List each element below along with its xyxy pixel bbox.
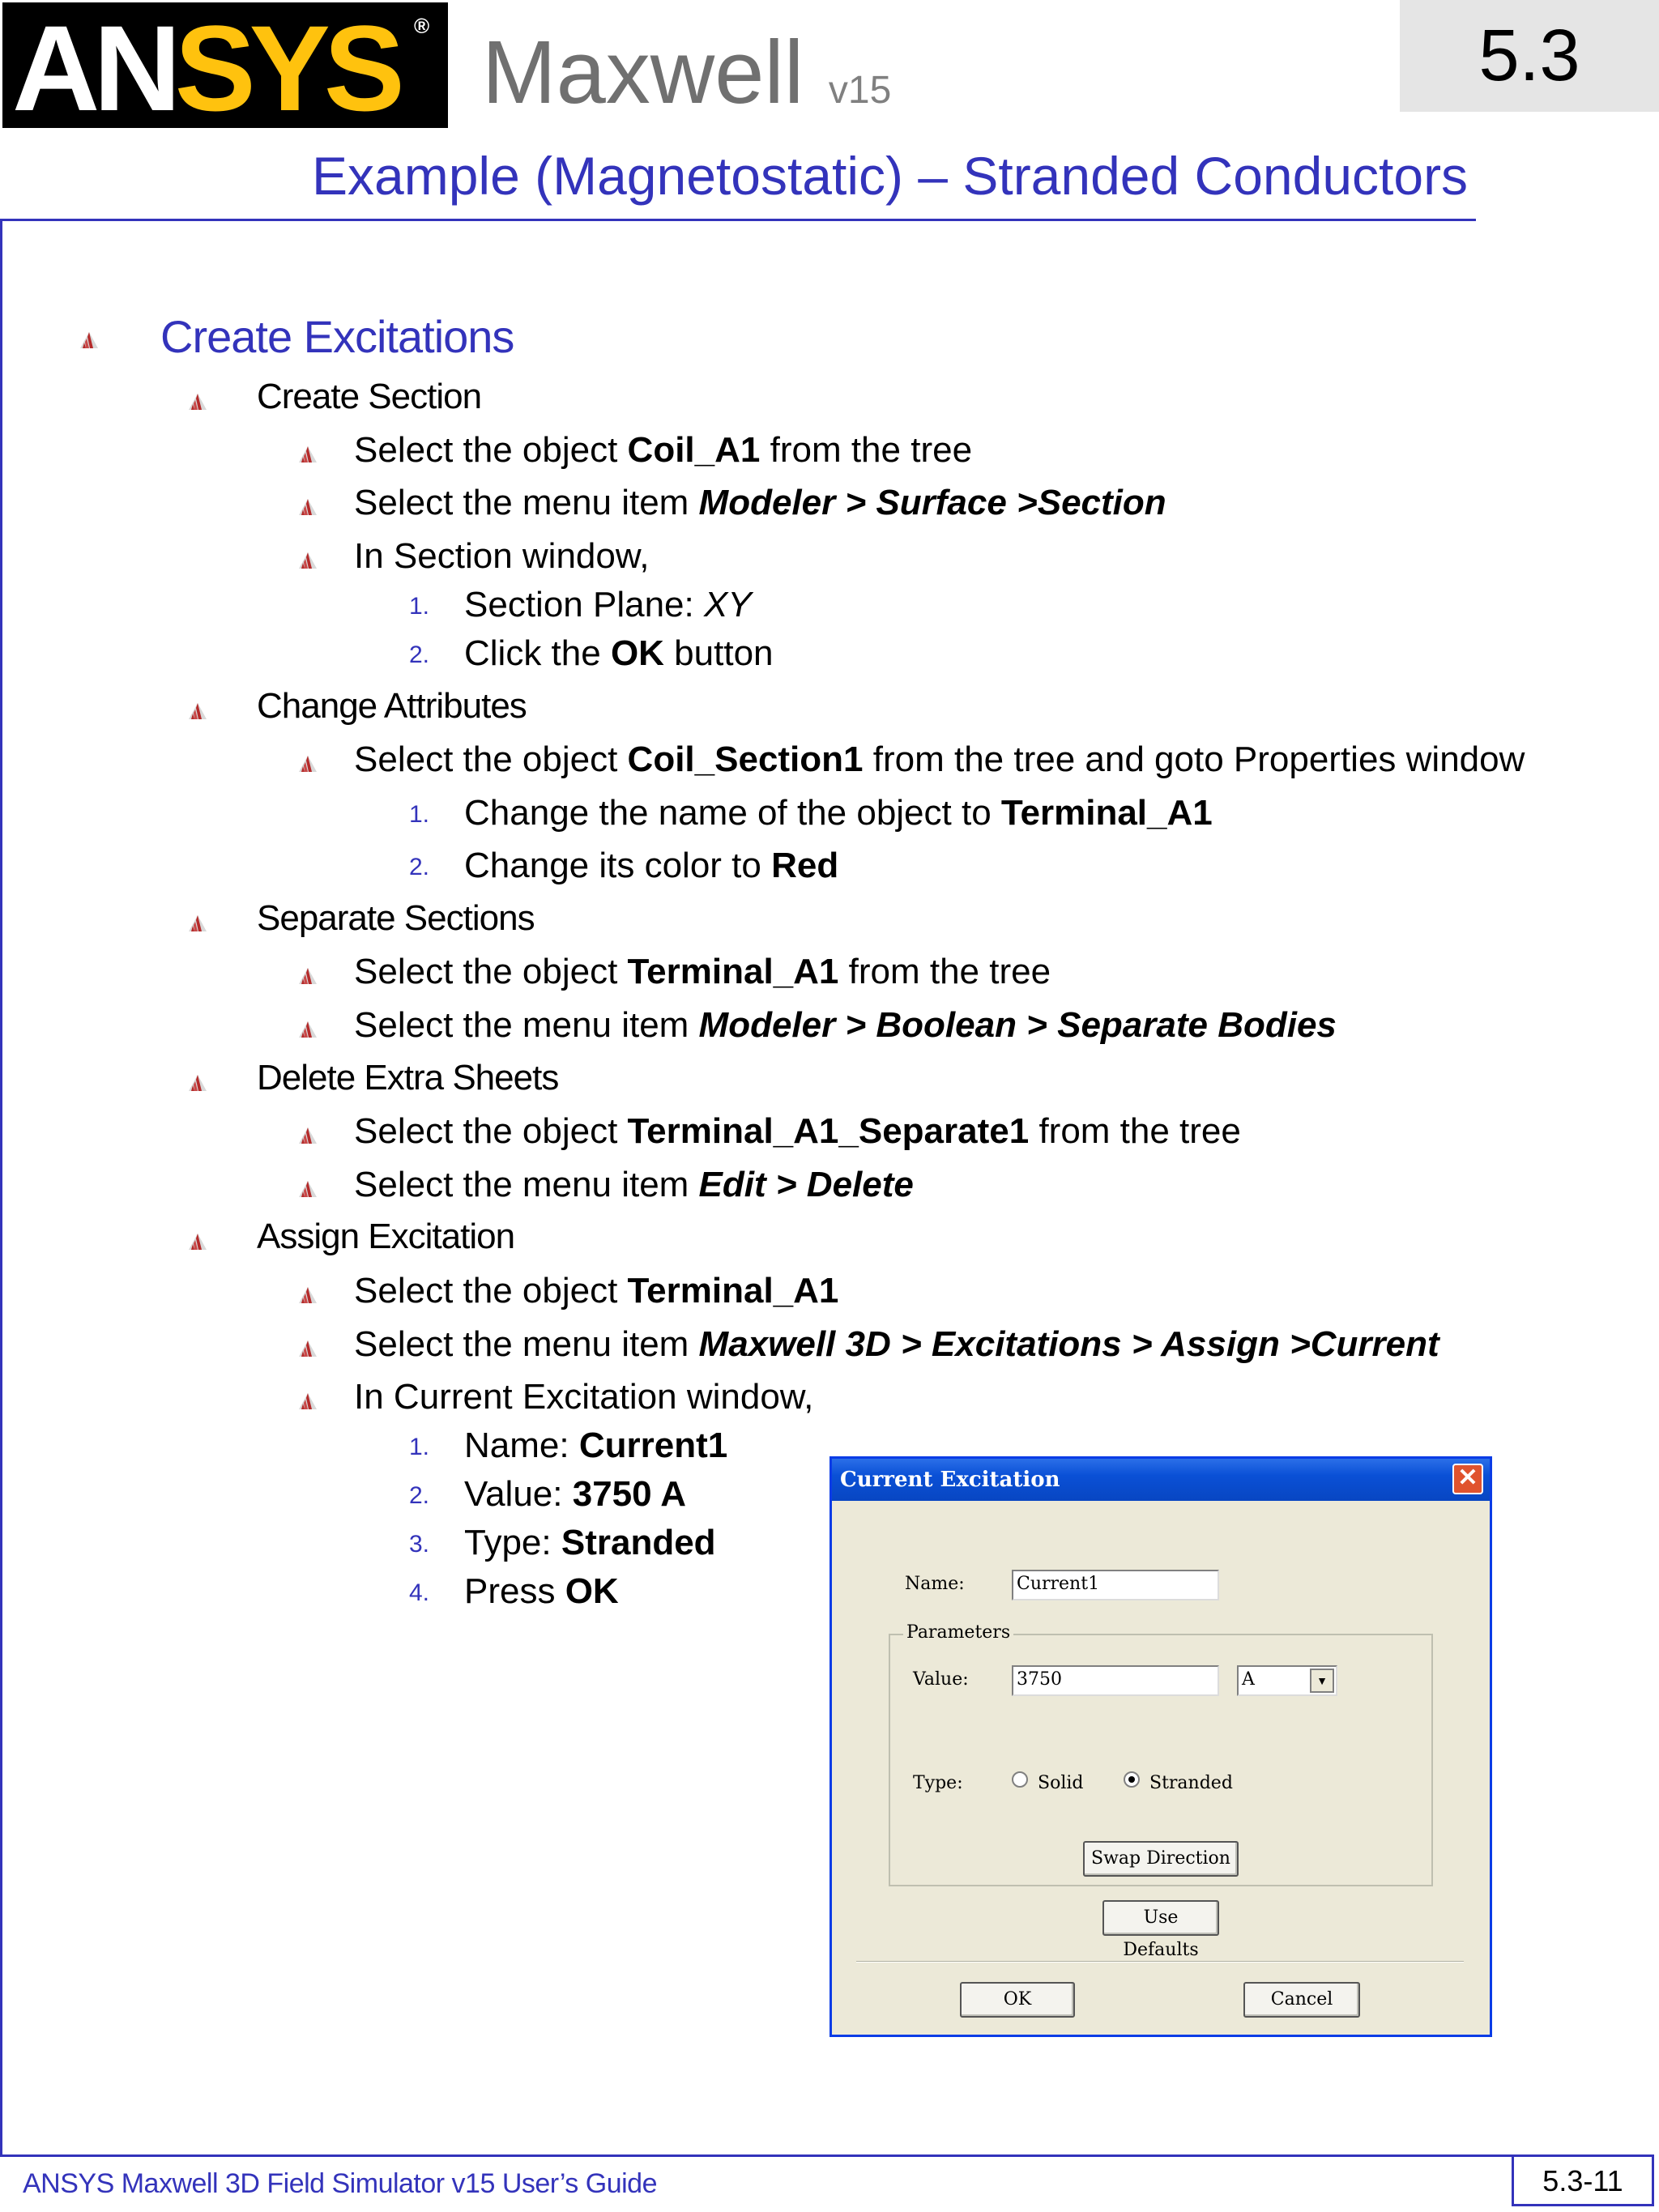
step-number: 1. [409,1434,430,1460]
section-number-box [1400,0,1659,112]
product-title: Maxwell [482,23,804,122]
list-item: Select the object Coil_Section1 from the tree and goto Properties window [354,739,1525,779]
list-item: Type: Stranded [464,1523,716,1562]
current-excitation-dialog [830,1456,1492,2037]
close-icon[interactable]: ✕ [1452,1464,1483,1494]
subheading-change-attributes: Change Attributes [257,686,527,726]
cancel-button[interactable]: Cancel [1243,1982,1360,2018]
value-label: Value: [913,1669,969,1690]
list-item: Click the OK button [464,633,774,673]
bullet-icon [298,754,318,774]
list-item: Value: 3750 A [464,1474,686,1514]
bullet-icon [79,330,99,350]
subheading-delete-extra-sheets: Delete Extra Sheets [257,1058,559,1097]
list-item: In Section window, [354,536,650,576]
bullet-icon [298,1126,318,1145]
list-item: Change the name of the object to Terminal_A1 [464,793,1213,833]
step-number: 2. [409,1482,430,1509]
bullet-icon [298,445,318,464]
parameters-label: Parameters [903,1621,1013,1645]
list-item: Select the menu item Modeler > Surface >Section [354,483,1166,522]
dialog-title: Current Excitation [840,1468,1060,1492]
section-number: 5.3 [1478,15,1580,96]
page-number-box [1512,2154,1654,2206]
use-defaults-button[interactable]: Use Defaults [1102,1900,1219,1936]
bullet-icon [298,1339,318,1358]
unit-select-value: A [1242,1669,1255,1690]
heading-create-excitations: Create Excitations [160,311,514,362]
bullet-icon [188,1073,207,1093]
list-item: Select the menu item Maxwell 3D > Excitations > Assign >Current [354,1324,1439,1364]
list-item: Select the menu item Modeler > Boolean > Separate Bodies [354,1005,1337,1045]
dialog-separator [856,1961,1464,1963]
value-input[interactable]: 3750 [1012,1665,1219,1696]
list-item: Select the object Coil_A1 from the tree [354,430,973,470]
bullet-icon [298,1392,318,1411]
list-item: Select the object Terminal_A1 from the tree [354,952,1051,991]
title-divider [0,219,1476,221]
bullet-icon [298,497,318,517]
registered-mark: ® [414,14,430,38]
list-item: Select the menu item Edit > Delete [354,1165,914,1204]
list-item: Select the object Terminal_A1_Separate1 from the tree [354,1111,1241,1151]
step-number: 3. [409,1531,430,1558]
list-item: Name: Current1 [464,1426,728,1465]
list-item: In Current Excitation window, [354,1377,814,1417]
solid-radio-label: Solid [1038,1773,1084,1793]
bullet-icon [188,701,207,721]
list-item: Select the object Terminal_A1 [354,1271,839,1311]
name-input[interactable]: Current1 [1012,1570,1219,1600]
bullet-icon [188,1232,207,1251]
solid-radio[interactable] [1012,1771,1028,1788]
step-number: 1. [409,801,430,828]
bullet-icon [298,1285,318,1305]
list-item: Press OK [464,1571,619,1611]
bullet-icon [298,1020,318,1039]
type-label: Type: [913,1773,963,1793]
dialog-titlebar [832,1459,1490,1501]
bullet-icon [298,1179,318,1199]
chevron-down-icon[interactable]: ▼ [1310,1669,1334,1693]
subheading-separate-sections: Separate Sections [257,898,535,938]
bullet-icon [298,551,318,570]
step-number: 2. [409,854,430,880]
list-item: Change its color to Red [464,846,839,885]
logo-sys-text: SYS [174,2,399,128]
subheading-assign-excitation: Assign Excitation [257,1217,515,1256]
step-number: 4. [409,1579,430,1606]
footer-divider [0,2154,1512,2157]
left-border [0,219,2,2154]
bullet-icon [188,392,207,411]
step-number: 2. [409,641,430,668]
name-label: Name: [905,1574,965,1594]
logo-an-text: AN [12,2,175,128]
step-number: 1. [409,593,430,620]
stranded-radio-label: Stranded [1149,1773,1233,1793]
ok-button[interactable]: OK [960,1982,1075,2018]
product-version: v15 [828,69,892,112]
list-item: Section Plane: XY [464,585,752,624]
page-title: Example (Magnetostatic) – Stranded Conductors [312,146,1469,206]
stranded-radio[interactable] [1124,1771,1140,1788]
ansys-logo [2,2,448,128]
footer-title: ANSYS Maxwell 3D Field Simulator v15 User’s Guide [23,2168,657,2199]
subheading-create-section: Create Section [257,377,482,416]
bullet-icon [188,914,207,933]
product-name [482,24,891,139]
page-number: 5.3-11 [1542,2164,1623,2197]
swap-direction-button[interactable]: Swap Direction [1083,1841,1239,1877]
bullet-icon [298,966,318,986]
